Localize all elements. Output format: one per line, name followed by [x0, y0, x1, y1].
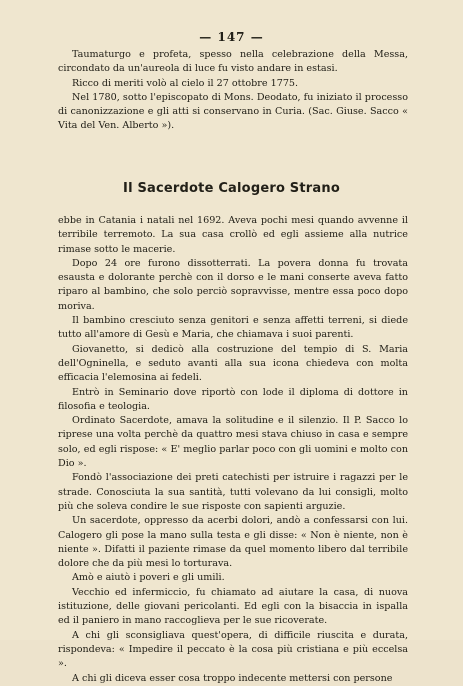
- paragraph: ebbe in Catania i natali nel 1692. Aveva pochi mesi quando avvenne il terribile terremoto. La sua casa crollò ed egli assieme alla nutrice rimase sotto le macerie.: [58, 215, 408, 255]
- paragraph: Un sacerdote, oppresso da acerbi dolori, andò a confessarsi con lui. Calogero gli pose la mano sulla testa e gli disse: « Non è niente, non è niente ». Difatti il paziente rimase da quel momento libero dal terribile dolore che da più mesi lo torturava.: [58, 515, 408, 570]
- paragraph: Ordinato Sacerdote, amava la solitudine e il silenzio. Il P. Sacco lo riprese una volta perchè da quattro mesi stava chiuso in casa e sempre solo, ed egli rispose: « E' meglio parlar poco con gli uomini e molto con Dio ».: [58, 415, 408, 470]
- section-title: Il Sacerdote Calogero Strano: [123, 181, 340, 196]
- paragraph: Amò e aiutò i poveri e gli umili.: [72, 572, 225, 584]
- page-number: — 147 —: [199, 30, 264, 44]
- paragraph: Il bambino cresciuto senza genitori e senza affetti terreni, si diede tutto all'amore di Gesù e Maria, che chiamava i suoi parenti.: [58, 315, 408, 341]
- top-text-block: [58, 48, 408, 134]
- paragraph: Entrò in Seminario dove riportò con lode il diploma di dottore in filosofia e teologia.: [58, 386, 408, 412]
- paragraph: Taumaturgo e profeta, spesso nella celebrazione della Messa, circondato da un'aureola di luce fu visto andare in estasi.: [58, 49, 408, 75]
- paragraph: Nel 1780, sotto l'episcopato di Mons. Deodato, fu iniziato il processo di canonizzazione e gli atti si conservano in Curia. (Sac. Giuse. Sacco « Vita del Ven. Alberto »).: [58, 91, 408, 132]
- paragraph: Ricco di meriti volò al cielo il 27 ottobre 1775.: [72, 77, 299, 89]
- paragraph: A chi gli diceva esser cosa troppo indecente mettersi con persone: [72, 672, 393, 684]
- paragraph: Giovanetto, si dedicò alla costruzione del tempio di S. Maria dell'Ogninella, e seduto avanti alla sua icona chiedeva con molta efficacia l'elemosina ai fedeli.: [58, 343, 408, 384]
- body-text-block: [58, 214, 408, 686]
- paragraph: Vecchio ed infermiccio, fu chiamato ad aiutare la casa, di nuova istituzione, delle giovani pericolanti. Ed egli con la bisaccia in ispalla ed il paniero in mano raccoglieva per le sue ricoverate.: [58, 586, 408, 627]
- paragraph: A chi gli sconsigliava quest'opera, di difficile riuscita e durata, rispondeva: « Impedire il peccato è la cosa più cristiana e più eccelsa ».: [58, 629, 408, 670]
- paragraph: Fondò l'associazione dei preti catechisti per istruire i ragazzi per le strade. Conosciuta la sua santità, tutti volevano da lui consigli, molto più che soleva condire le sue risposte con sapienti arguzie.: [58, 472, 408, 512]
- paragraph: Dopo 24 ore furono dissotterrati. La povera donna fu trovata esausta e dolorante perchè con il dorso e le mani conserte aveva fatto riparo al bambino, che solo perciò sopravvisse, mentre essa poco dopo moriva.: [58, 257, 408, 312]
